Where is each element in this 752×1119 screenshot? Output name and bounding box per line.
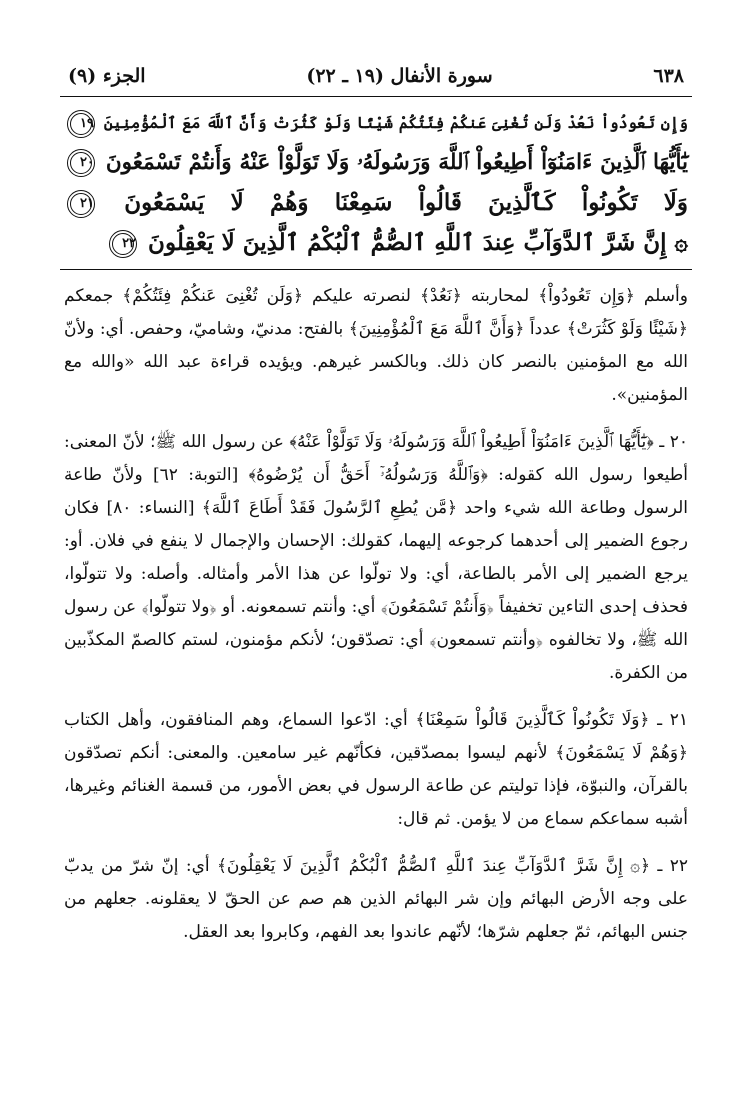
ayah-marker-20: ٢٠ xyxy=(67,149,95,177)
book-page xyxy=(60,56,692,1096)
verse-line xyxy=(64,103,688,143)
page-header xyxy=(60,56,692,96)
commentary-paragraph-20: ٢٠ ـ ﴿يَٰٓأَيُّهَا ٱلَّذِينَ ءَامَنُوٓاْ أَطِيعُواْ ٱللَّهَ وَرَسُولَهُۥ وَلَا تَوَلَّوْاْ عَنْهُ﴾ عن رسول الله ﷺ؛ لأنّ المعنى: أطيعوا رسول الله كقوله: ﴿وَٱللَّهُ وَرَسُولُهُۥٓ أَحَقُّ أَن يُرْضُوهُ﴾ [التوبة: ٦٢] ولأنّ طاعة الرسول وطاعة الله شيء واحد ﴿مَّن يُطِعِ ٱلرَّسُولَ فَقَدْ أَطَاعَ ٱللَّهَ﴾ [النساء: ٨٠] فكان رجوع الضمير إلى أحدهما كرجوعه إليهما، كقولك: الإحسان والإجمال لا ينفع في فلان. أو: يرجع الضمير إلى الأمر بالطاعة، أي: ولا تولّوا عن هذا الأمر وأمثاله. وأصله: ولا تتولّوا، فحذف إحدى التاءين تخفيفاً ﴿وَأَنتُمْ تَسْمَعُونَ﴾ أي: وأنتم تسمعونه. أو ﴿ولا تتولّوا﴾ عن رسول الله ﷺ، ولا تخالفوه ﴿وأنتم تسمعون﴾ أي: تصدّقون؛ لأنكم مؤمنون، لستم كالصمّ المكذّبين من الكفرة. xyxy=(64,432,688,683)
commentary-paragraph-22: ٢٢ ـ ﴿۞ إِنَّ شَرَّ ٱلدَّوَآبِّ عِندَ ٱللَّهِ ٱلصُّمُّ ٱلْبُكْمُ ٱلَّذِينَ لَا يَعْقِلُونَ﴾ أي: إنّ شرّ من يدبّ على وجه الأرض البهائم وإن شر البهائم الذين هم صم عن الحقّ لا يعقلونه. جعلهم من جنس البهائم، ثمّ جعلهم شرّها؛ لأنّهم عاندوا بعد الفهم، وكابروا بعد العقل. xyxy=(64,856,688,942)
verse-19-text: وَإِن تَعُودُواْ نَعُدْ وَلَن تُغْنِىَ عَنكُمْ فِئَتُكُمْ شَيْئًا وَلَوْ كَثُرَتْ وَأَنَّ ٱللَّهَ مَعَ ٱلْمُؤْمِنِينَ xyxy=(103,113,688,132)
surah-title: سورة الأنفال (١٩ ـ ٢٢) xyxy=(306,65,493,87)
verse-line xyxy=(64,143,688,183)
juz-label: الجزء (٩) xyxy=(68,65,146,87)
ayah-marker-21: ٢١ xyxy=(67,190,95,218)
commentary-paragraph-19: وأسلم ﴿وَإِن تَعُودُواْ﴾ لمحاربته ﴿نَعُدْ﴾ لنصرته عليكم ﴿وَلَن تُغْنِىَ عَنكُمْ فِئَتُكُمْ﴾ جمعكم ﴿شَيْئًا وَلَوْ كَثُرَتْ﴾ عدداً ﴿وَأَنَّ ٱللَّهَ مَعَ ٱلْمُؤْمِنِينَ﴾ بالفتح: مدنيّ، وشاميّ، وحفص. أي: ولأنّ الله مع المؤمنين بالنصر كان ذلك. وبالكسر غيرهم. ويؤيده قراءة عبد الله «والله مع المؤمنين». xyxy=(64,286,688,405)
quran-verses-block xyxy=(60,97,692,269)
commentary-paragraph-21: ٢١ ـ ﴿وَلَا تَكُونُواْ كَٱلَّذِينَ قَالُواْ سَمِعْنَا﴾ أي: ادّعوا السماع، وهم المنافقون، وأهل الكتاب ﴿وَهُمْ لَا يَسْمَعُونَ﴾ لأنهم ليسوا بمصدّقين، فكأنّهم غير سامعين. والمعنى: أنكم تصدّقون بالقرآن، والنبوّة، فإذا توليتم عن طاعة الرسول في بعض الأمور، من قسمة الغنائم وغيرها، أشبه سماعكم سماع من لا يؤمن. ثم قال: xyxy=(64,710,688,829)
verse-21-text: وَلَا تَكُونُواْ كَٱلَّذِينَ قَالُواْ سَمِعْنَا وَهُمْ لَا يَسْمَعُونَ xyxy=(124,189,688,216)
tafsir-commentary xyxy=(60,270,692,949)
ayah-marker-19: ١٩ xyxy=(67,110,95,138)
ayah-marker-22: ٢٢ xyxy=(109,230,137,258)
verse-line xyxy=(64,223,688,263)
verse-20-text: يَٰٓأَيُّهَا ٱلَّذِينَ ءَامَنُوٓاْ أَطِيعُواْ ٱللَّهَ وَرَسُولَهُۥ وَلَا تَوَلَّوْاْ عَنْهُ وَأَنتُمْ تَسْمَعُونَ xyxy=(105,150,688,175)
verse-line xyxy=(64,183,688,223)
verse-22-text: ۞ إِنَّ شَرَّ ٱلدَّوَآبِّ عِندَ ٱللَّهِ ٱلصُّمُّ ٱلْبُكْمُ ٱلَّذِينَ لَا يَعْقِلُونَ xyxy=(148,229,688,256)
page-number: ٦٣٨ xyxy=(653,65,684,87)
